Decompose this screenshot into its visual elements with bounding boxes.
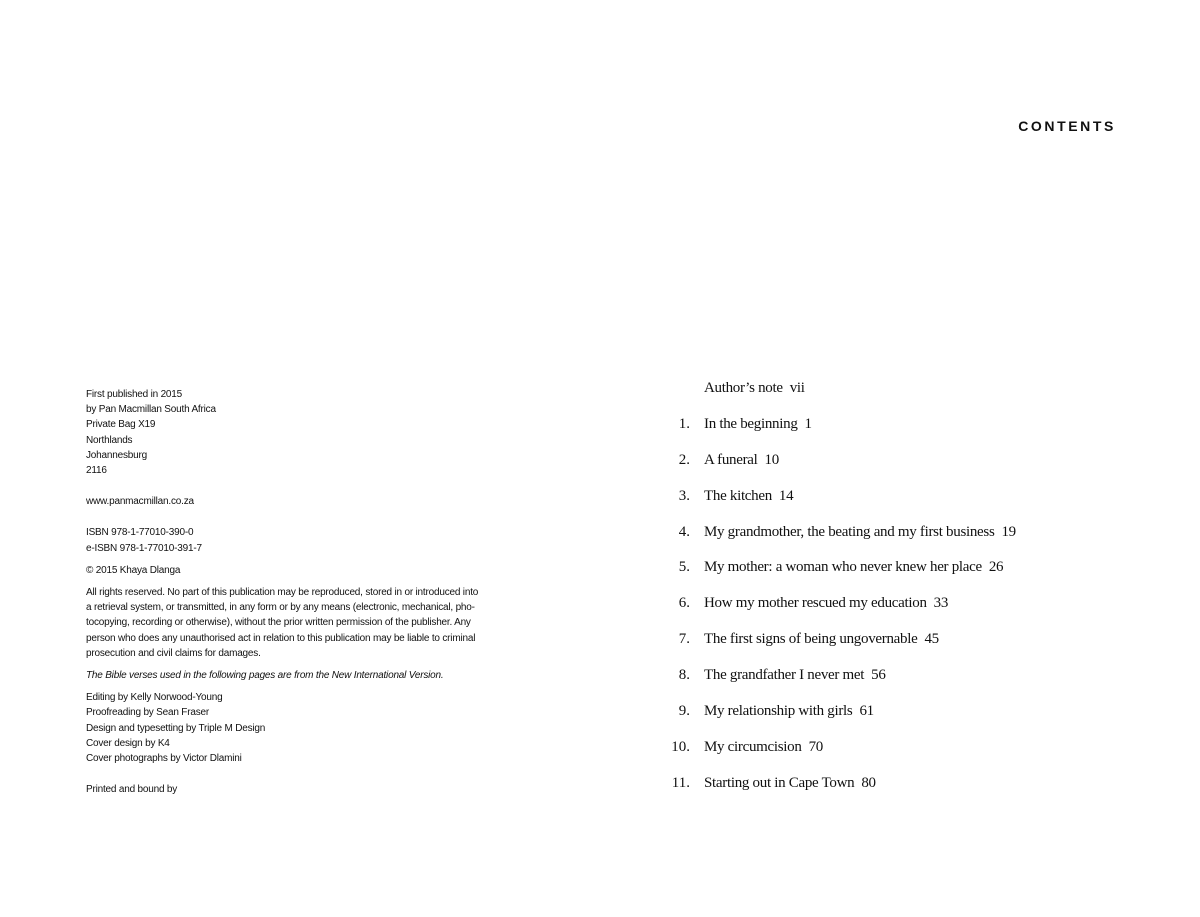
credit-line: Editing by Kelly Norwood-Young [86,692,223,704]
toc-entry [660,416,1180,452]
toc-entry [660,739,1180,775]
rights-paragraph [86,585,486,661]
toc-title: My circumcision [704,738,802,755]
publisher-website: www.panmacmillan.co.za [86,496,194,508]
credit-line: Design and typesetting by Triple M Design [86,722,266,734]
toc-entry [660,595,1180,631]
toc-title: The kitchen [704,487,772,504]
toc-page-number: 80 [861,774,876,791]
toc-title: How my mother rescued my education [704,595,927,612]
toc-entry [660,631,1180,667]
toc-number: 9. [678,703,690,720]
toc-number: 5. [678,559,690,576]
toc-page-number: 1 [804,415,812,432]
credit-line: Cover photographs by Victor Dlamini [86,753,242,765]
publication-line: Northlands [86,434,133,446]
toc-entry [660,524,1180,560]
publication-line: First published in 2015 [86,389,183,400]
publication-line: by Pan Macmillan South Africa [86,404,216,416]
publication-line: Private Bag X19 [86,419,156,431]
toc-title: A funeral [704,451,758,468]
credit-line: Cover design by K4 [86,737,170,749]
toc-page-number: vii [789,380,805,396]
toc-title: My mother: a woman who never knew her place [704,559,982,576]
rights-line: person who does any unauthorised act in relation to this publication may be liable to criminal [86,632,476,644]
rights-line: a retrieval system, or transmitted, in any form or by any means (electronic, mechanical, pho- [86,602,475,614]
copyright-line: © 2015 Khaya Dlanga [86,564,181,576]
toc-number: 10. [671,738,690,755]
rights-line: All rights reserved. No part of this publication may be reproduced, stored in or introduced into [86,587,479,599]
toc-number: 8. [678,667,690,684]
publication-line: 2116 [86,465,107,477]
toc-page-number: 33 [933,595,949,612]
toc-page-number: 10 [764,451,779,468]
toc-number: 11. [671,774,690,791]
toc-title: Author’s note [704,380,783,396]
toc-number: 2. [678,451,690,468]
toc-entry [660,488,1180,524]
toc-title: In the beginning [704,415,798,432]
toc-number: 3. [678,487,690,504]
publication-line: Johannesburg [86,449,147,461]
toc-entry [660,452,1180,488]
toc-page-number: 19 [1001,523,1016,540]
contents-title: CONTENTS [1018,118,1116,134]
toc-number: 7. [678,631,690,648]
toc-entry [660,667,1180,703]
toc-page-number: 45 [924,631,939,648]
toc-page-number: 56 [871,667,886,684]
toc-page-number: 70 [808,738,823,755]
toc-title: My grandmother, the beating and my first business [704,523,995,540]
toc-title: The first signs of being ungovernable [704,631,918,648]
toc-page-number: 61 [859,703,874,720]
toc-number: 4. [678,523,690,540]
toc-title: My relationship with girls [704,703,853,720]
toc-page-number: 14 [778,487,794,504]
isbn: ISBN 978-1-77010-390-0 [86,527,194,539]
toc-page-number: 26 [988,559,1004,576]
toc-entry [660,559,1180,595]
toc-number: 1. [678,415,690,432]
table-of-contents [660,380,1180,811]
toc-entry-authors-note [660,380,1180,416]
printed-by-line: Printed and bound by [86,784,178,796]
toc-number: 6. [678,595,690,612]
toc-entry [660,775,1180,811]
toc-title: Starting out in Cape Town [704,774,855,791]
credit-line: Proofreading by Sean Fraser [86,707,210,719]
toc-title: The grandfather I never met [704,667,865,684]
bible-note: The Bible verses used in the following pages are from the New International Version. [86,670,444,682]
right-page [600,0,1200,917]
imprint-block [86,387,486,797]
toc-entry [660,703,1180,739]
rights-line: prosecution and civil claims for damages. [86,647,261,659]
eisbn: e-ISBN 978-1-77010-391-7 [86,542,202,554]
rights-line: tocopying, recording or otherwise), without the prior written permission of the publisher. Any [86,617,471,629]
